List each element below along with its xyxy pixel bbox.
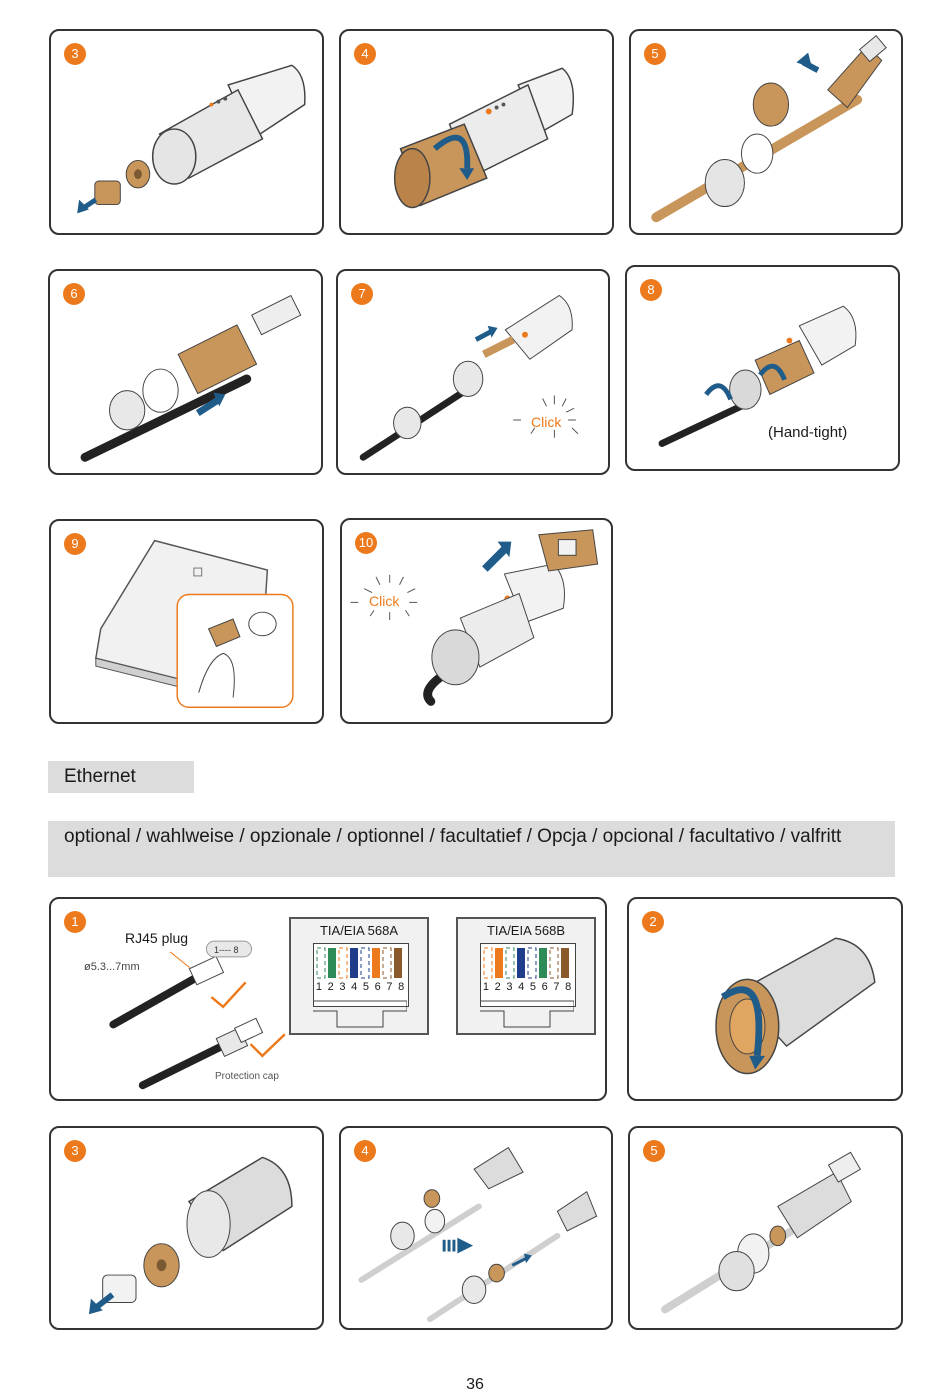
pin-number: 1 (315, 981, 322, 993)
eth-step-panel-5 (628, 1126, 903, 1330)
step-number: 5 (643, 1140, 665, 1162)
step-number: 2 (642, 911, 664, 933)
step-panel-7 (336, 269, 610, 475)
pin-order-label: 1---- 8 (214, 945, 239, 955)
connector-click-illustration (338, 271, 608, 473)
tia-568a-wires (313, 943, 409, 1007)
pin-number: 1 (482, 981, 489, 993)
optional-text: optional / wahlweise / opzionale / optionnel / facultatief / Opcja / opcional / facultativo / valfritt (64, 826, 842, 847)
connector-insert-illustration (342, 520, 611, 722)
step-number: 7 (351, 283, 373, 305)
step-number: 8 (640, 279, 662, 301)
connector-tighten-illustration (627, 267, 898, 469)
step-panel-5 (629, 29, 903, 235)
tia-568b-diagram (456, 917, 596, 1035)
cable-assembly-illustration (631, 31, 901, 233)
pin-number: 2 (327, 981, 334, 993)
tia-568a-pin-numbers (313, 981, 407, 993)
step-panel-6 (48, 269, 323, 475)
cable-diameter-label: ø5.3...7mm (84, 961, 140, 973)
tia-568b-title: TIA/EIA 568B (486, 923, 566, 938)
pin-number: 2 (494, 981, 501, 993)
step-number: 1 (64, 911, 86, 933)
pin-number: 8 (565, 981, 572, 993)
step-panel-4 (339, 29, 614, 235)
cable-assembly-illustration (50, 271, 321, 473)
click-label: Click (369, 593, 400, 609)
step-number: 10 (355, 532, 377, 554)
seal-removal-illustration (51, 1128, 322, 1328)
eth-step-panel-2 (627, 897, 903, 1101)
gland-nut-illustration (629, 899, 901, 1099)
step-number: 4 (354, 1140, 376, 1162)
connector-illustration (51, 31, 322, 233)
pin-number: 5 (529, 981, 536, 993)
tia-568b-wires (480, 943, 576, 1007)
step-number: 9 (64, 533, 86, 555)
section-title (48, 761, 194, 793)
step-panel-9 (49, 519, 324, 724)
hand-tight-label: (Hand-tight) (768, 424, 848, 441)
rj45-plug-label: RJ45 plug (125, 930, 189, 946)
step-panel-10 (340, 518, 613, 724)
pin-number: 7 (553, 981, 560, 993)
pin-number: 5 (362, 981, 369, 993)
tia-568b-pin-numbers (480, 981, 574, 993)
tia-568a-diagram (289, 917, 429, 1035)
assembly-illustration (630, 1128, 901, 1328)
pin-number: 4 (351, 981, 358, 993)
inverter-illustration (51, 521, 322, 722)
page-number: 36 (466, 1376, 484, 1393)
pin-number: 4 (518, 981, 525, 993)
pin-number: 3 (506, 981, 513, 993)
eth-step-panel-4 (339, 1126, 613, 1330)
connector-illustration (341, 31, 612, 233)
pin-number: 8 (398, 981, 405, 993)
step-panel-8 (625, 265, 900, 471)
step-number: 6 (63, 283, 85, 305)
pin-number: 7 (386, 981, 393, 993)
section-title-text: Ethernet (64, 766, 136, 787)
pin-number: 3 (339, 981, 346, 993)
eth-step-panel-3 (49, 1126, 324, 1330)
protection-cap-label: Protection cap (215, 1071, 279, 1082)
step-number: 4 (354, 43, 376, 65)
click-label: Click (531, 414, 562, 430)
step-number: 3 (64, 43, 86, 65)
step-number: 3 (64, 1140, 86, 1162)
cable-threading-illustration (341, 1128, 611, 1328)
step-number: 5 (644, 43, 666, 65)
optional-banner (48, 821, 895, 877)
tia-568a-title: TIA/EIA 568A (319, 923, 399, 938)
step-panel-3 (49, 29, 324, 235)
pin-number: 6 (541, 981, 548, 993)
eth-step-panel-1 (49, 897, 607, 1101)
pin-number: 6 (374, 981, 381, 993)
